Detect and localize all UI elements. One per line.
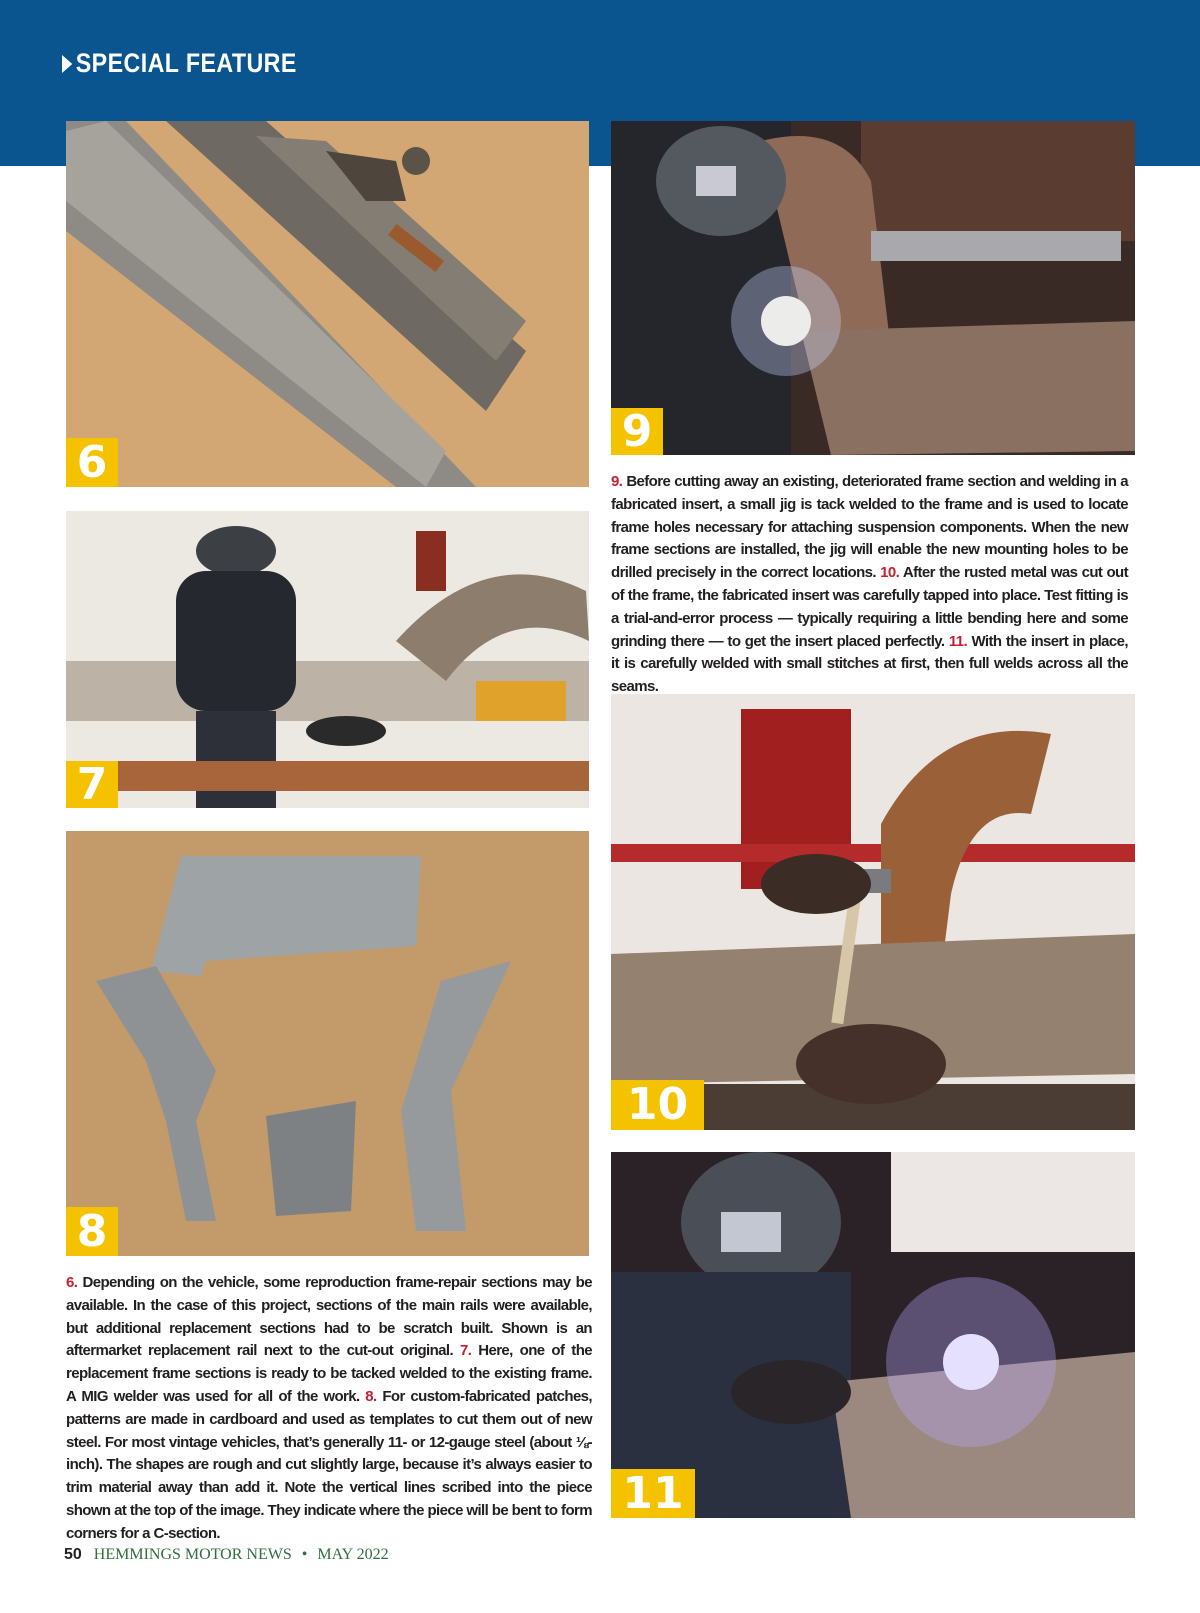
page-number: 50 <box>64 1546 82 1563</box>
caption-text-9: Before cutting away an existing, deteriorated frame section and welding in a fabricated insert, a small jig is tack welded to the frame and is used to locate frame holes necessary for attaching suspension components. When the new frame sections are installed, the jig will enable the new mounting holes to be drilled precisely in the correct locations. <box>611 473 1128 582</box>
photo-number-badge: 6 <box>66 438 118 487</box>
caption-number-6: 6. <box>66 1274 78 1291</box>
section-label-text: SPECIAL FEATURE <box>75 48 297 78</box>
tapping-insert-image <box>611 694 1135 1130</box>
welding-jig-image <box>611 121 1135 455</box>
caption-6-7-8 <box>66 1272 592 1546</box>
photo-7 <box>66 511 589 808</box>
photo-8 <box>66 831 589 1256</box>
photo-number-badge: 9 <box>611 408 663 455</box>
photo-6 <box>66 121 589 487</box>
welder-at-frame-image <box>66 511 589 808</box>
caption-text-11: With the insert in place, it is carefully welded with small stitches at first, then full welds across all the seams. <box>611 632 1128 696</box>
caption-text-10: After the rusted metal was cut out of the frame, the fabricated insert was carefully tapped into place. Test fitting is a trial-and-error process — typically requiring a little bending here and some grinding there — to get the insert placed perfectly. <box>611 564 1128 650</box>
caption-9-10-11 <box>611 471 1128 699</box>
photo-number-badge: 8 <box>66 1207 118 1256</box>
photo-10 <box>611 694 1135 1130</box>
caption-text-6: Depending on the vehicle, some reproduction frame-repair sections may be available. In the case of this project, sections of the main rails were available, but additional replacement sections had to be scratch built. Shown is an aftermarket replacement rail next to the cut-out original. <box>66 1274 592 1360</box>
issue-date: MAY 2022 <box>317 1546 389 1563</box>
page-footer <box>64 1546 389 1564</box>
section-label <box>62 48 297 79</box>
caption-number-9: 9. <box>611 473 623 490</box>
footer-separator: • <box>301 1546 308 1563</box>
steel-patches-image <box>66 831 589 1256</box>
frame-rails-image <box>66 121 589 487</box>
caption-number-8: 8. <box>365 1387 377 1405</box>
photo-9 <box>611 121 1135 455</box>
triangle-arrow-icon <box>62 55 72 73</box>
photo-number-badge: 10 <box>611 1080 704 1130</box>
publication-name: HEMMINGS MOTOR NEWS <box>93 1546 292 1563</box>
caption-number-10: 10. <box>880 564 900 582</box>
welding-seams-image <box>611 1152 1135 1518</box>
photo-number-badge: 11 <box>611 1469 695 1518</box>
photo-number-badge: 7 <box>66 761 118 808</box>
caption-text-8: For custom-fabricated patches, patterns are made in cardboard and used as templates to cut them out of new steel. For most vintage vehicles, that’s generally 11- or 12-gauge steel (about ⅛-inch). The shapes are rough and cut slightly large, because it’s always easier to trim material away than add it. Note the vertical lines scribed into the piece shown at the top of the image. They indicate where the piece will be bent to form corners for a C-section. <box>66 1387 592 1542</box>
caption-text-7: Here, one of the replacement frame sections is ready to be tacked welded to the existing frame. A MIG welder was used for all of the work. <box>66 1342 593 1405</box>
caption-number-11: 11. <box>948 632 968 650</box>
photo-11 <box>611 1152 1135 1518</box>
caption-number-7: 7. <box>459 1342 472 1360</box>
